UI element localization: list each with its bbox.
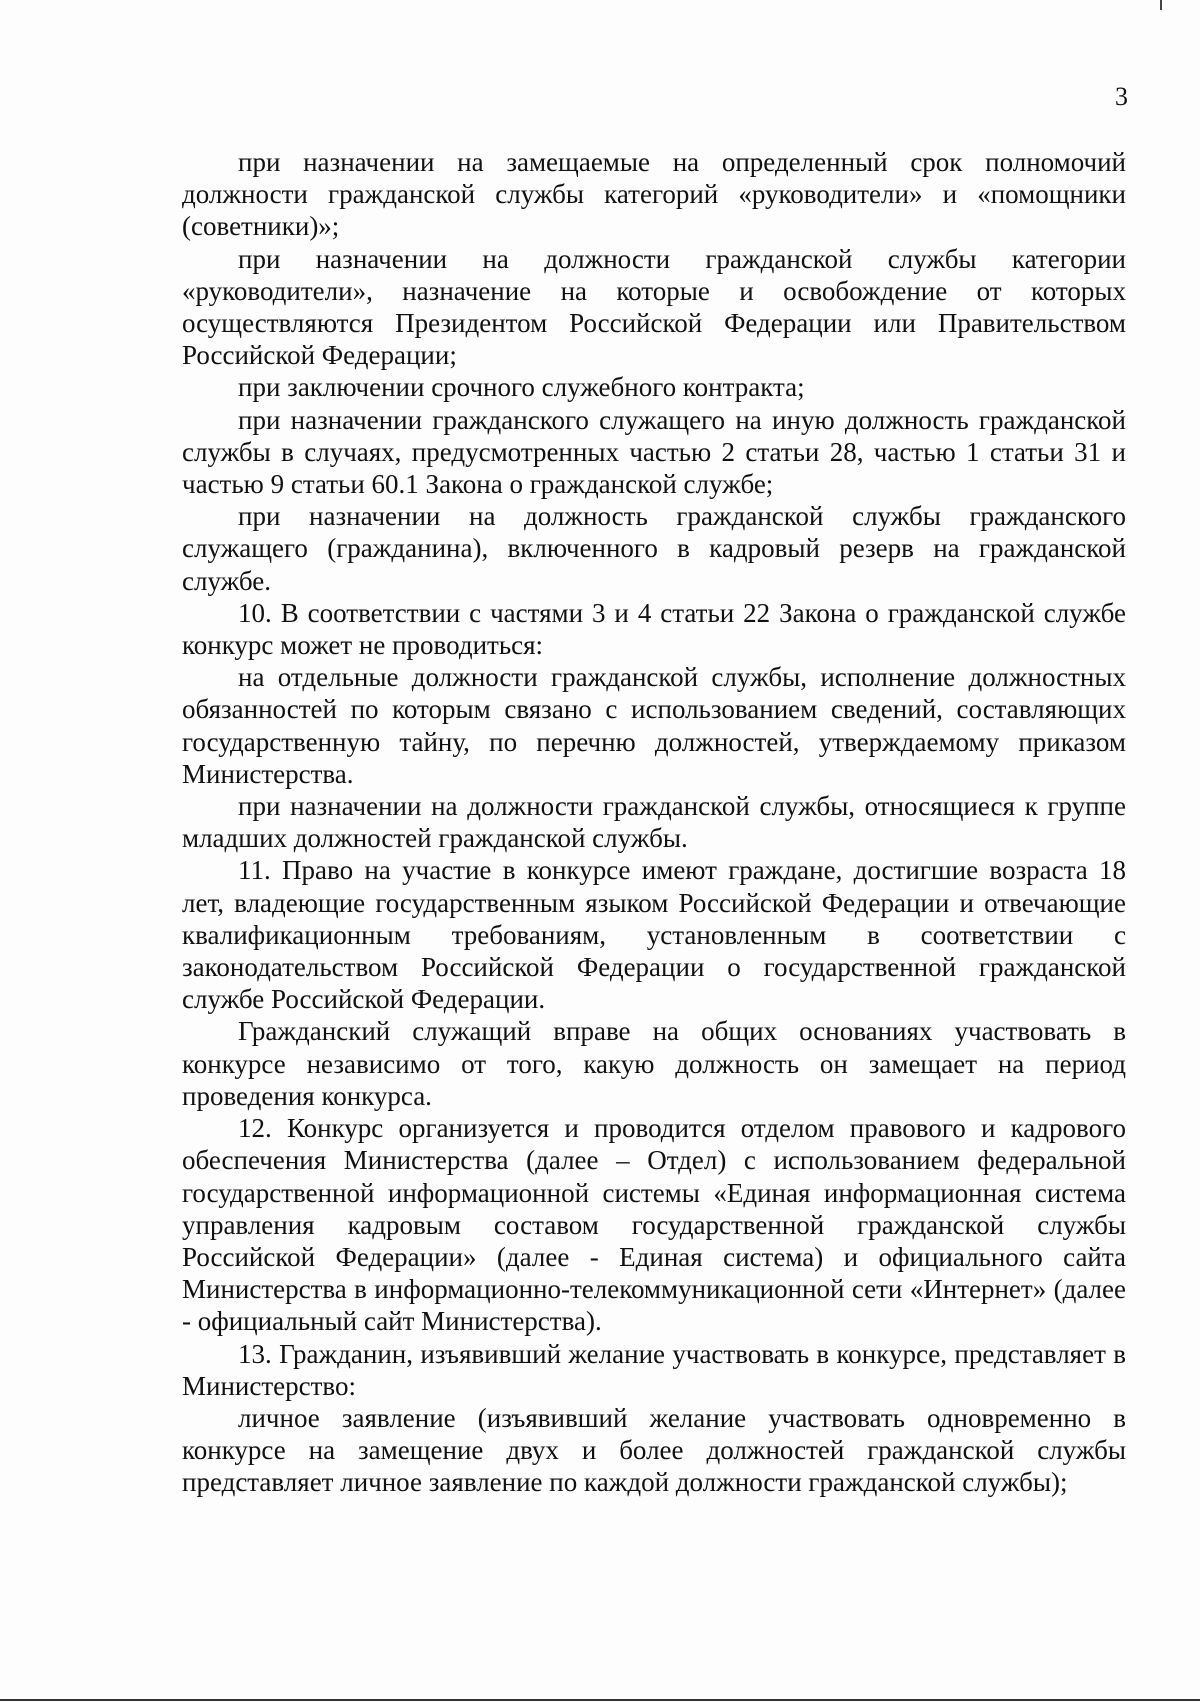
paragraph-item-11: 11. Право на участие в конкурсе имеют граждане, достигшие возраста 18 лет, владеющие государственным языком Российской Федерации и отвечающие квалификационным требованиям, установленным в соответствии с законодательством Российской Федерации о государственной гражданской службе Российской Федерации. (182, 855, 1126, 1015)
paragraph-item-13: 13. Гражданин, изъявивший желание участвовать в конкурсе, представляет в Министерство: (182, 1338, 1126, 1401)
paragraph: на отдельные должности гражданской службы, исполнение должностных обязанностей по которым связано с использованием сведений, составляющих государственную тайну, по перечню должностей, утверждаемому приказом Министерства. (182, 662, 1126, 789)
scan-edge-mark (1160, 0, 1162, 10)
paragraph: при назначении на должности гражданской службы, относящиеся к группе младших должностей гражданской службы. (182, 791, 1126, 854)
paragraph: при назначении на должности гражданской службы категории «руководители», назначение на которые и освобождение от которых осуществляются Президентом Российской Федерации или Правительством Российской Федерации; (182, 243, 1126, 371)
scan-edge-line (0, 1699, 1200, 1701)
document-body (182, 146, 1126, 1499)
paragraph: при назначении на замещаемые на определенный срок полномочий должности гражданской службы категорий «руководители» и «помощники (советники)»; (182, 147, 1126, 242)
paragraph-item-10: 10. В соответствии с частями 3 и 4 статьи 22 Закона о гражданской службе конкурс может не проводиться: (182, 597, 1126, 661)
paragraph: при назначении на должность гражданской службы гражданского служащего (гражданина), включенного в кадровый резерв на гражданской службе. (182, 501, 1126, 596)
paragraph: при назначении гражданского служащего на иную должность гражданской службы в случаях, предусмотренных частью 2 статьи 28, частью 1 статьи 31 и частью 9 статьи 60.1 Закона о гражданской службе; (182, 404, 1126, 500)
page-number: 3 (1115, 82, 1128, 111)
paragraph: Гражданский служащий вправе на общих основаниях участвовать в конкурсе независимо от того, какую должность он замещает на период проведения конкурса. (182, 1016, 1126, 1111)
paragraph: при заключении срочного служебного контракта; (238, 372, 805, 403)
paragraph: личное заявление (изъявивший желание участвовать одновременно в конкурсе на замещение двух и более должностей гражданской службы представляет личное заявление по каждой должности гражданской службы); (182, 1402, 1126, 1498)
paragraph-item-12: 12. Конкурс организуется и проводится отделом правового и кадрового обеспечения Министерства (далее – Отдел) с использованием федеральной государственной информационной системы «Единая информационная система управления кадровым составом государственной гражданской службы Российской Федерации» (далее - Единая система) и официального сайта Министерства в информационно-телекоммуникационной сети «Интернет» (далее - официальный сайт Министерства). (182, 1113, 1126, 1337)
